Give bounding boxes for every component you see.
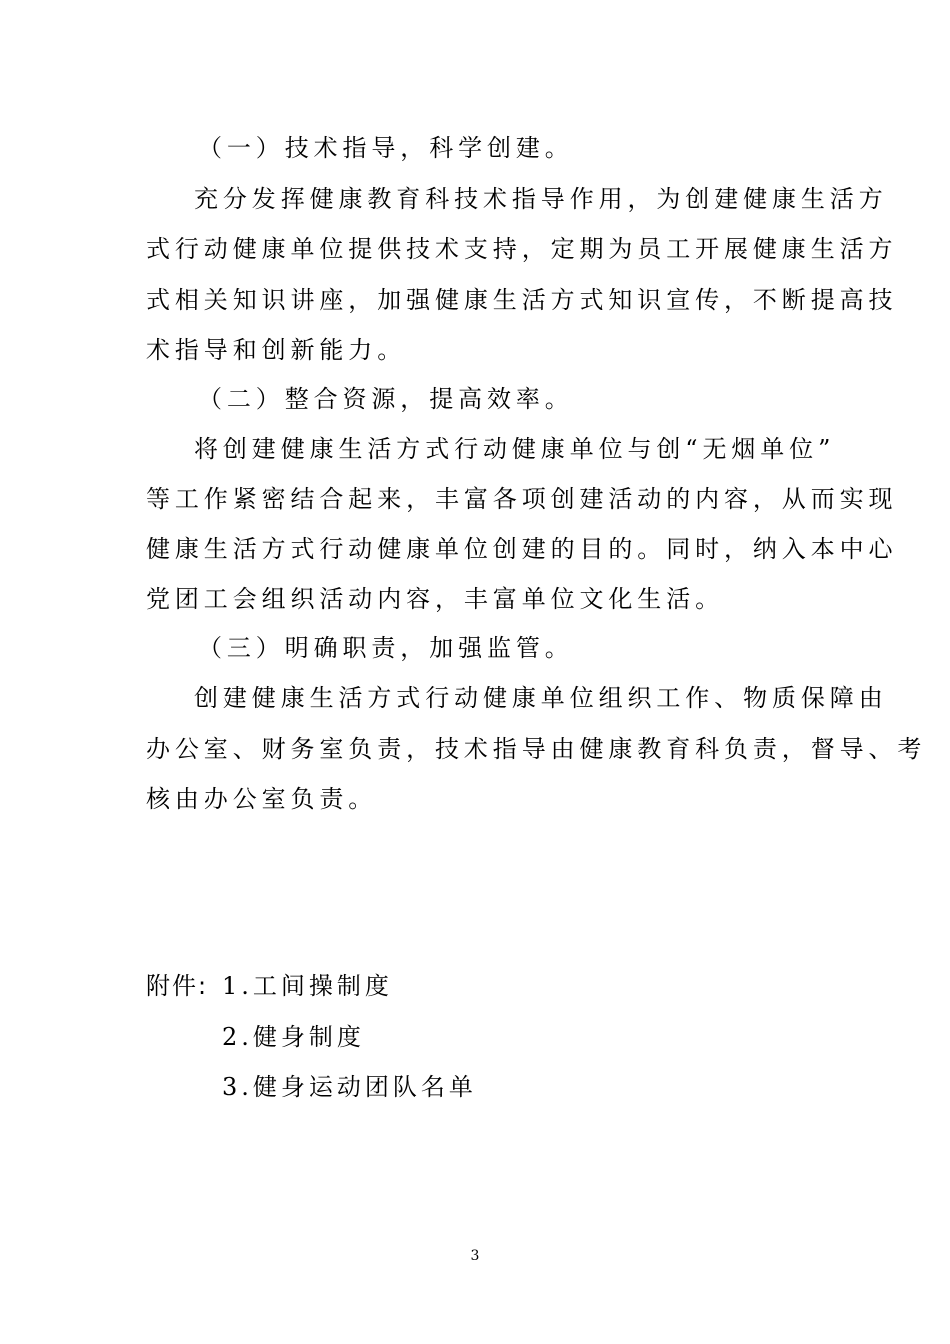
attachments-label: 附件: (146, 972, 209, 1000)
section-1-paragraph-line: 式行动健康单位提供技术支持，定期为员工开展健康生活方 (146, 235, 898, 263)
section-1-paragraph-line: 充分发挥健康教育科技术指导作用，为创建健康生活方 (194, 185, 888, 213)
section-3-heading: （三）明确职责，加强监管。 (198, 634, 574, 662)
attachment-item: 3.健身运动团队名单 (222, 1073, 477, 1101)
attachment-item: 1.工间操制度 (222, 972, 393, 1000)
section-1-paragraph-line: 术指导和创新能力。 (146, 336, 407, 364)
page-number: 3 (470, 1248, 480, 1264)
section-1-heading: （一）技术指导，科学创建。 (198, 134, 574, 162)
section-3-paragraph-line: 核由办公室负责。 (146, 785, 378, 813)
section-2-heading: （二）整合资源，提高效率。 (198, 385, 574, 413)
section-2-paragraph-line: 将创建健康生活方式行动健康单位与创“无烟单位” (194, 435, 836, 463)
section-3-paragraph-line: 办公室、财务室负责，技术指导由健康教育科负责，督导、考 (146, 735, 927, 763)
section-2-paragraph-line: 健康生活方式行动健康单位创建的目的。同时，纳入本中心 (146, 535, 898, 563)
section-3-paragraph-line: 创建健康生活方式行动健康单位组织工作、物质保障由 (194, 684, 888, 712)
attachment-item: 2.健身制度 (222, 1023, 365, 1051)
section-2-paragraph-line: 等工作紧密结合起来，丰富各项创建活动的内容，从而实现 (146, 485, 898, 513)
section-1-paragraph-line: 式相关知识讲座，加强健康生活方式知识宣传，不断提高技 (146, 286, 898, 314)
section-2-paragraph-line: 党团工会组织活动内容，丰富单位文化生活。 (146, 585, 724, 613)
